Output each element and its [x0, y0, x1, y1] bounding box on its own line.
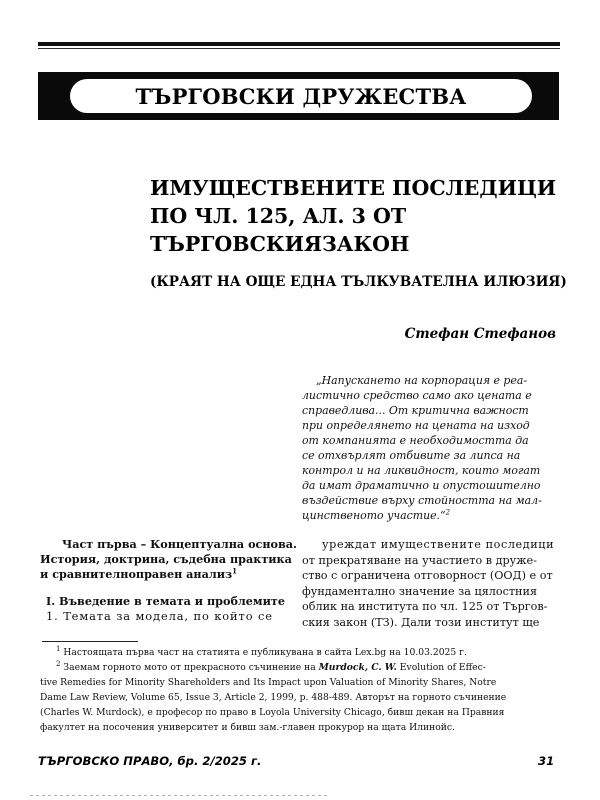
footer-journal: ТЪРГОВСКО ПРАВО, бр. 2/2025 г. [38, 754, 262, 768]
footnote-line: (Charles W. Murdock), е професор по право в Loyola University Chicago, бивш декан на Правния [40, 707, 505, 718]
body-text-line: ския закон (ТЗ). Дали този институт ще [302, 615, 540, 629]
footnote-author-emph: Murdock, C. W. [318, 662, 397, 673]
article-author: Стефан Стефанов [404, 326, 556, 342]
article-title-line: ПО ЧЛ. 125, АЛ. 3 ОТ [150, 204, 407, 228]
epigraph-line: се отхвърлят отбивите за липса на [302, 449, 521, 462]
epigraph-line [302, 508, 558, 523]
footnote-mark: 1 [56, 644, 61, 653]
epigraph-line: да имат драматично и опустошително [302, 479, 541, 492]
epigraph-line: листично средство само ако цената е [302, 389, 532, 402]
part-heading-text: и сравнителноправен анализ [40, 567, 233, 581]
article-title [150, 174, 570, 258]
footnote-ref-2[interactable]: 2 [445, 508, 451, 517]
body-text-line: 1. Темата за модела, по който се [46, 609, 273, 623]
left-column [40, 537, 297, 625]
footnote-text: Настоящата първа част на статията е публикувана в сайта Lex.bg на 10.03.2025 г. [63, 647, 467, 658]
footnote-line: Dame Law Review, Volume 65, Issue 3, Article 2, 1999, p. 488-489. Авторът на горното съчинение [40, 692, 507, 703]
part-heading-line: История, доктрина, съдебна практика [40, 552, 292, 566]
footnote-ref-1[interactable]: 1 [232, 566, 238, 576]
article-title-line: ТЪРГОВСКИЯЗАКОН [150, 232, 410, 256]
section-title: ТЪРГОВСКИ ДРУЖЕСТВА [135, 83, 467, 109]
footnote-mark: 2 [56, 659, 61, 668]
epigraph-line: от компанията е необходимостта да [302, 434, 529, 447]
footnote-separator [42, 641, 138, 642]
footnote-line: факултет на посочения университет и бивш зам.-главен прокурор на щата Илинойс. [40, 722, 455, 733]
footnote-line: tive Remedies for Minority Shareholders and Its Impact upon Valuation of Minority Shares, Notre [40, 677, 497, 688]
page-number: 31 [538, 754, 555, 768]
section-banner [38, 72, 559, 120]
right-column [302, 537, 558, 630]
epigraph-line-text: цинственото участие.“ [302, 509, 446, 522]
epigraph [302, 373, 558, 523]
body-text-line: облик на института по чл. 125 от Търгов- [302, 600, 548, 613]
epigraph-line: справедлива... От критична важност [302, 404, 529, 417]
section-heading: I. Въведение в темата и проблемите [46, 594, 285, 608]
article-subtitle: (КРАЯТ НА ОЩЕ ЕДНА ТЪЛКУВАТЕЛНА ИЛЮЗИЯ) [150, 274, 567, 290]
part-heading-line: Част първа – Концептуална основа. [62, 537, 297, 551]
scan-artifact-line [30, 795, 330, 796]
epigraph-line: при определянето на цената на изход [302, 419, 530, 432]
header-rule-thick [38, 42, 560, 46]
section-banner-pill [70, 79, 532, 113]
part-heading-line [40, 567, 292, 582]
body-text-line: от прекратяване на участието в друже- [302, 553, 537, 567]
footnote-text: Evolution of Effec- [396, 662, 486, 673]
header-rule-thin [38, 48, 560, 49]
footnotes [40, 645, 560, 735]
epigraph-line: въздействие върху стойността на мал- [302, 494, 542, 507]
body-text-line: уреждат имуществените последици [322, 538, 555, 551]
article-title-line: ИМУЩЕСТВЕНИТЕ ПОСЛЕДИЦИ [150, 176, 557, 200]
epigraph-line: контрол и на ликвидност, които могат [302, 464, 541, 477]
body-text-line: ство с ограничена отговорност (ООД) е от [302, 569, 553, 582]
footnote-1 [40, 645, 560, 660]
footnote-text: Заемам горното мото от прекрасното съчинение на [63, 662, 319, 673]
epigraph-line: „Напускането на корпорация е реа- [316, 374, 528, 387]
footnote-2 [40, 660, 560, 675]
body-text-line: фундаментално значение за цялостния [302, 584, 538, 598]
